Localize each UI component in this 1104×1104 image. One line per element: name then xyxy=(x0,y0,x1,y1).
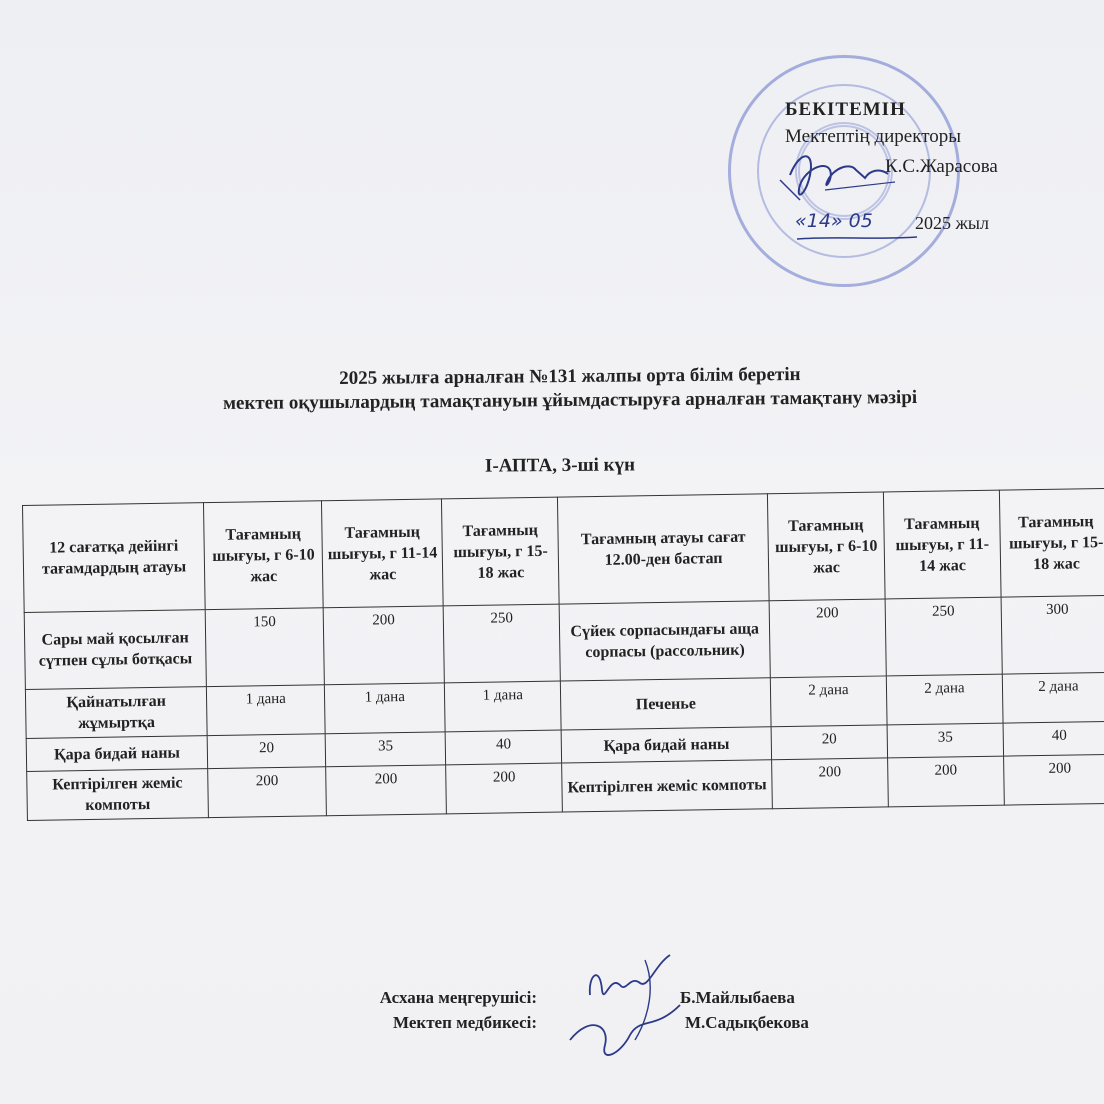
portion-cell: 2 дана xyxy=(770,676,887,727)
dish-cell: Қара бидай наны xyxy=(26,736,208,772)
portion-cell: 1 дана xyxy=(207,685,326,736)
portion-cell: 250 xyxy=(885,597,1002,676)
portion-cell: 20 xyxy=(771,725,888,760)
signatures-block xyxy=(355,985,855,1035)
dish-cell: Печенье xyxy=(561,678,771,730)
header-cell: Тағамның шығуы, г 6-10 жас xyxy=(204,501,324,610)
director-signature xyxy=(770,140,900,210)
title-line-1: 2025 жылға арналған №131 жалпы орта білім беретін xyxy=(339,363,801,390)
title-line-2: мектеп оқушылардың тамақтануын ұйымдастыруға арналған тамақтану мәзірі xyxy=(222,386,918,415)
week-day-label: I-АПТА, 3-ші күн xyxy=(484,454,636,477)
portion-cell: 40 xyxy=(1003,721,1104,756)
dish-cell: Кептірілген жеміс компоты xyxy=(562,760,772,812)
portion-cell: 200 xyxy=(772,758,889,809)
dish-cell: Кептірілген жеміс компоты xyxy=(27,769,209,821)
header-cell: 12 сағатқа дейінгі тағамдардың атауы xyxy=(23,503,206,613)
nurse-row xyxy=(355,1010,855,1035)
header-cell: Тағамның шығуы, г 11-14 жас xyxy=(883,490,1001,599)
portion-cell: 200 xyxy=(446,763,563,814)
approval-position: Мектептің директоры xyxy=(785,126,962,147)
kitchen-head-row xyxy=(355,985,855,1010)
portion-cell: 2 дана xyxy=(886,674,1003,725)
kitchen-head-label: Асхана меңгерушісі: xyxy=(379,988,537,1007)
portion-cell: 35 xyxy=(325,732,446,767)
portion-cell: 1 дана xyxy=(325,683,446,734)
table-header-row xyxy=(23,488,1104,612)
portion-cell: 250 xyxy=(443,604,560,683)
portion-cell: 2 дана xyxy=(1002,672,1104,723)
portion-cell: 300 xyxy=(1001,595,1104,674)
header-cell: Тағамның шығуы, г 15-18 жас xyxy=(999,488,1104,597)
dish-cell: Қара бидай наны xyxy=(561,727,771,763)
approval-name: К.С.Жарасова xyxy=(885,156,998,177)
approval-heading: БЕКІТЕМІН xyxy=(785,99,906,120)
menu-table xyxy=(22,488,1104,821)
header-cell: Тағамның атауы сағат 12.00-ден бастап xyxy=(558,494,769,604)
portion-cell: 150 xyxy=(205,608,324,687)
portion-cell: 200 xyxy=(208,767,327,818)
portion-cell: 1 дана xyxy=(445,681,562,732)
portion-cell: 200 xyxy=(888,756,1005,807)
portion-cell: 20 xyxy=(207,734,326,769)
dish-cell: Сары май қосылған сүтпен сұлы ботқасы xyxy=(24,610,206,690)
portion-cell: 200 xyxy=(326,765,447,816)
nurse-name: М.Садықбекова xyxy=(685,1013,809,1032)
portion-cell: 200 xyxy=(1004,754,1104,805)
dish-cell: Қайнатылған жұмыртқа xyxy=(25,687,207,739)
nurse-label: Мектеп медбикесі: xyxy=(393,1013,537,1032)
header-cell: Тағамның шығуы, г 11-14 жас xyxy=(322,499,444,608)
portion-cell: 200 xyxy=(323,606,444,685)
date-underline xyxy=(795,234,920,242)
kitchen-head-name: Б.Майлыбаева xyxy=(680,988,795,1007)
portion-cell: 40 xyxy=(445,730,562,765)
portion-cell: 35 xyxy=(887,723,1004,758)
dish-cell: Сүйек сорпасындағы аща сорпасы (рассольник) xyxy=(559,601,770,681)
document-title xyxy=(120,361,1020,417)
header-cell: Тағамның шығуы, г 15-18 жас xyxy=(442,497,560,606)
header-cell: Тағамның шығуы, г 6-10 жас xyxy=(767,492,885,601)
portion-cell: 200 xyxy=(769,599,886,678)
approval-year: 2025 жыл xyxy=(915,213,990,233)
approval-date-handwritten: «14» 05 xyxy=(795,210,925,242)
